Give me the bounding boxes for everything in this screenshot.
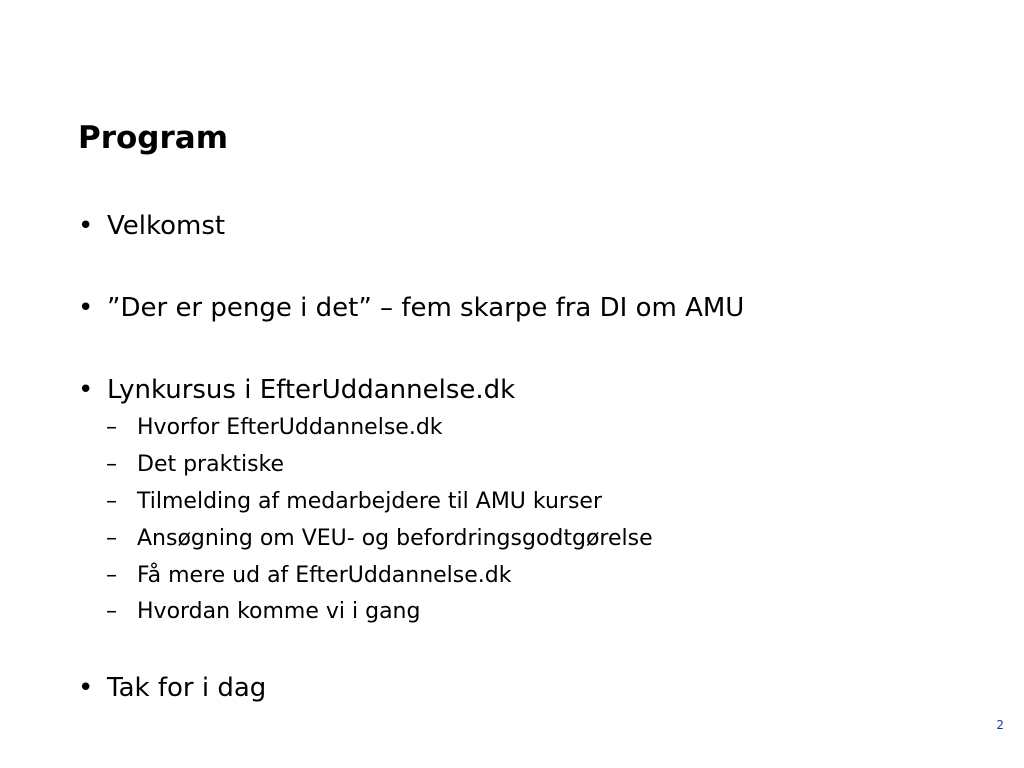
sub-text: Hvordan komme vi i gang <box>137 599 421 624</box>
sub-item <box>106 561 512 591</box>
sub-item <box>106 413 443 443</box>
sub-marker: – <box>106 452 117 477</box>
bullet-text: ”Der er penge i det” – fem skarpe fra DI om AMU <box>107 293 745 323</box>
sub-item <box>106 487 602 517</box>
bullet-text: Tak for i dag <box>107 673 267 703</box>
sub-marker: – <box>106 415 117 440</box>
bullet-item <box>78 208 225 244</box>
sub-item <box>106 450 284 480</box>
sub-text: Tilmelding af medarbejdere til AMU kurser <box>137 489 602 514</box>
bullet-marker: • <box>78 375 94 405</box>
sub-marker: – <box>106 599 117 624</box>
bullet-text: Velkomst <box>107 211 226 241</box>
sub-text: Ansøgning om VEU- og befordringsgodtgørelse <box>137 526 653 551</box>
bullet-text: Lynkursus i EfterUddannelse.dk <box>107 375 516 405</box>
sub-marker: – <box>106 563 117 588</box>
sub-text: Få mere ud af EfterUddannelse.dk <box>137 563 512 588</box>
sub-text: Hvorfor EfterUddannelse.dk <box>137 415 443 440</box>
bullet-item <box>78 372 515 408</box>
sub-marker: – <box>106 489 117 514</box>
slide-title: Program <box>78 120 229 156</box>
bullet-item <box>78 670 266 706</box>
sub-item <box>106 524 653 554</box>
bullet-item <box>78 290 744 326</box>
sub-item <box>106 597 420 627</box>
sub-text: Det praktiske <box>137 452 285 477</box>
page-number: 2 <box>996 718 1004 732</box>
bullet-marker: • <box>78 211 94 241</box>
bullet-marker: • <box>78 673 94 703</box>
sub-marker: – <box>106 526 117 551</box>
bullet-marker: • <box>78 293 94 323</box>
